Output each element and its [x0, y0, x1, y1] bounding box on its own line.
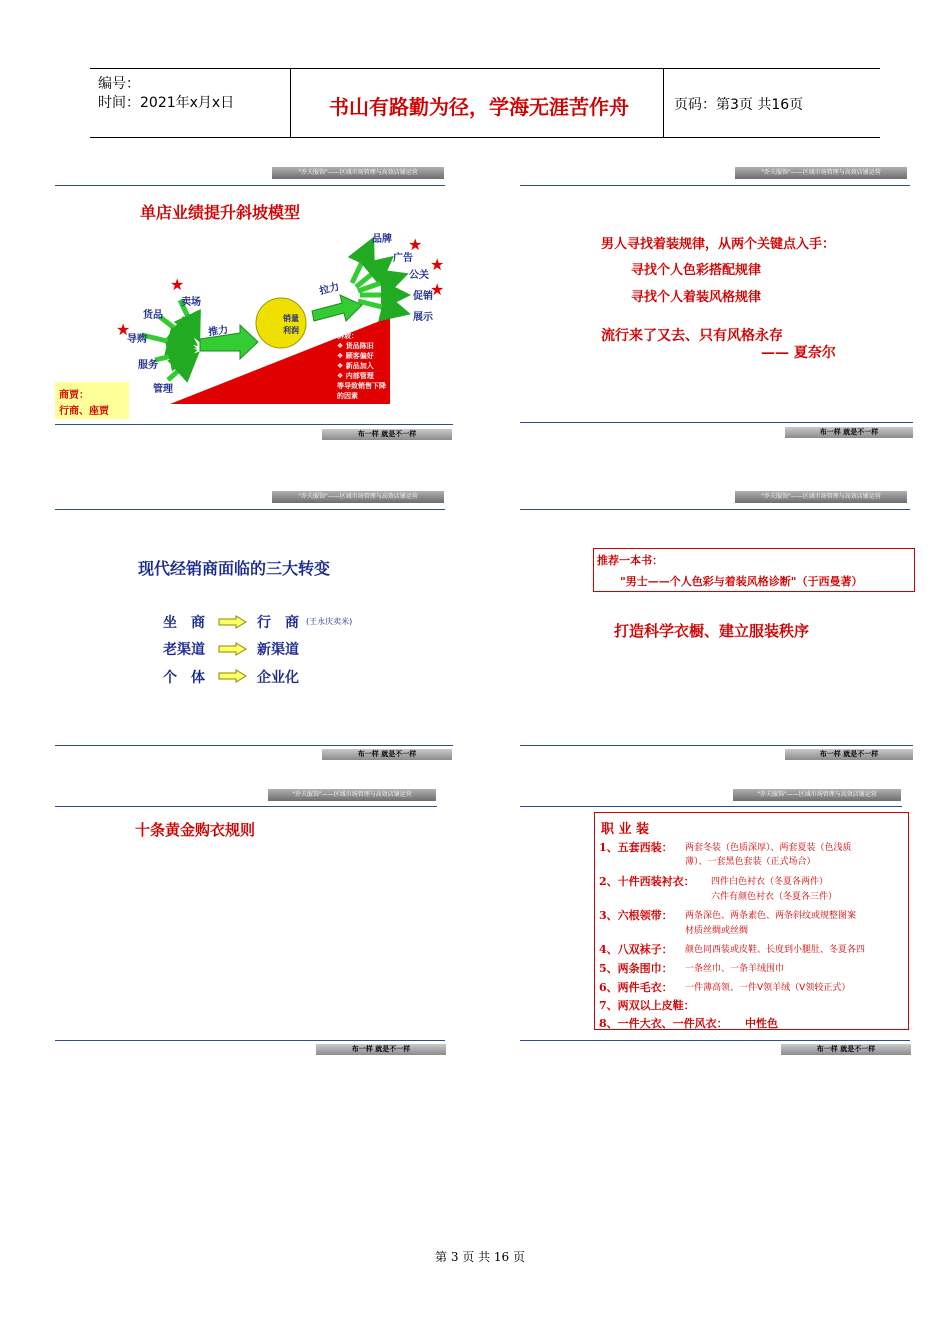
- slide-footer: 布一样 就是不一样: [322, 429, 452, 440]
- item-detail: 六件有颜色衬衣（冬夏各三件）: [711, 892, 838, 902]
- left-label-guide: 导购: [127, 334, 147, 345]
- header-divider: [290, 69, 291, 137]
- time-label: 时间：2021年x月x日: [98, 95, 235, 111]
- circle-text: [266, 313, 316, 337]
- merchant-title: 商贾：: [59, 390, 89, 401]
- shift-to: 企业化: [257, 670, 299, 686]
- slide2-heading: 男人寻找着装规律，从两个关键点入手：: [601, 237, 836, 252]
- slide-title: 十条黄金购衣规则: [135, 821, 256, 839]
- book-recommendation-box: [593, 548, 915, 592]
- slide-bottom-rule: [55, 1040, 445, 1041]
- item-detail: 材质丝绸或丝绸: [685, 926, 749, 936]
- slope-tail: 等导致销售下降的因素: [337, 382, 386, 400]
- star-icon: ★: [408, 235, 423, 254]
- push-label: 推力: [207, 324, 229, 339]
- slide-bottom-rule: [55, 424, 453, 425]
- shift-note: (王永庆卖米): [306, 617, 353, 626]
- slide-top-rule: [55, 509, 445, 510]
- slide-title: 单店业绩提升斜坡模型: [140, 203, 301, 222]
- arrow-icon: [218, 615, 248, 629]
- slide-footer: 布一样 就是不一样: [785, 427, 913, 438]
- slide-banner: "乔夫服饰"——区域市场管理与高效店铺运营: [268, 789, 436, 801]
- slope-item: ❖ 新品加入: [337, 362, 374, 370]
- item-label: 5、两条围巾：: [599, 962, 673, 975]
- slide-footer: 布一样 就是不一样: [316, 1044, 446, 1055]
- number-label: 编号：: [98, 76, 140, 92]
- slide2-author: —— 夏奈尔: [761, 345, 836, 361]
- circle-line-profit: 利润: [283, 326, 299, 335]
- right-label-brand: 品牌: [372, 234, 392, 245]
- item-label: 2、十件西装衬衣：: [599, 875, 695, 888]
- slide-title: 现代经销商面临的三大转变: [138, 559, 331, 578]
- slide-banner: "乔夫服饰"——区域市场管理与高效店铺运营: [272, 167, 444, 179]
- shift-from: 坐 商: [163, 615, 205, 631]
- slide-banner: "乔夫服饰"——区域市场管理与高效店铺运营: [735, 491, 907, 503]
- item-detail: 四件白色衬衣（冬夏各两件）: [711, 877, 829, 887]
- right-label-pr: 公关: [409, 270, 429, 281]
- slide-top-rule: [55, 806, 437, 807]
- left-label-goods: 货品: [143, 310, 163, 321]
- left-label-service: 服务: [138, 360, 158, 371]
- shift-to: 新渠道: [257, 642, 299, 658]
- left-label-venue: 卖场: [181, 297, 201, 308]
- item-label: 8、一件大衣、一件风衣：: [599, 1017, 728, 1030]
- slide-top-rule: [520, 185, 910, 186]
- merchant-box: [55, 382, 129, 419]
- slide-footer: 布一样 就是不一样: [322, 749, 452, 760]
- pull-label: 拉力: [318, 281, 341, 298]
- item-detail: 颜色同西装或皮鞋、长度到小腿肚、冬夏各四: [685, 945, 866, 955]
- item-label: 6、两件毛衣：: [599, 981, 673, 994]
- right-label-promo: 促销: [413, 291, 433, 302]
- item-label: 1、五套西装：: [599, 841, 673, 854]
- star-icon: ★: [170, 275, 185, 294]
- header-motto: 书山有路勤为径，学海无涯苦作舟: [329, 95, 629, 119]
- item-detail: 一件薄高领、一件V领羊绒（V领较正式）: [685, 983, 851, 993]
- slope-factors: [337, 331, 389, 401]
- shift-from: 老渠道: [163, 642, 205, 658]
- slide-top-rule: [520, 509, 910, 510]
- shift-from: 个 体: [163, 670, 205, 686]
- item-detail: 一条丝巾、一条羊绒围巾: [685, 964, 785, 974]
- right-label-ads: 广告: [393, 253, 413, 264]
- arrow-icon: [218, 642, 248, 656]
- rec-label: 推荐一本书：: [597, 554, 663, 567]
- document-header: [90, 68, 880, 138]
- slide4-slogan: 打造科学衣橱、建立服装秩序: [614, 622, 810, 640]
- item-label: 4、八双袜子：: [599, 943, 673, 956]
- circle-line-sales: 销量: [283, 314, 299, 323]
- slide-bottom-rule: [55, 745, 453, 746]
- slide-bottom-rule: [520, 422, 913, 423]
- page-info: 页码：第3页 共16页: [674, 97, 804, 113]
- slope-item: ❖ 内部管理: [337, 372, 374, 380]
- slide-banner: "乔夫服饰"——区域市场管理与高效店铺运营: [733, 789, 901, 801]
- item-label: 3、六根领带：: [599, 909, 673, 922]
- merchant-text: 行商、座贾: [59, 406, 109, 417]
- slide-footer: 布一样 就是不一样: [781, 1044, 911, 1055]
- slide-banner: "乔夫服饰"——区域市场管理与高效店铺运营: [735, 167, 907, 179]
- slide-top-rule: [520, 806, 902, 807]
- left-label-management: 管理: [153, 384, 173, 395]
- business-wear-title: 职 业 装: [601, 822, 650, 837]
- item-detail: 薄）、一套黑色套装（正式场合）: [685, 857, 816, 867]
- slide2-quote: 流行来了又去、只有风格永存: [601, 328, 783, 344]
- item-label: 7、两双以上皮鞋：: [599, 999, 695, 1012]
- slide2-point-2: 寻找个人着装风格规律: [631, 290, 762, 305]
- rec-book: "男士——个人色彩与着装风格诊断"（于西曼著）: [620, 575, 863, 588]
- slide-footer: 布一样 就是不一样: [785, 749, 913, 760]
- star-icon: ★: [116, 320, 131, 339]
- pull-arrow: [312, 295, 362, 321]
- slide-bottom-rule: [520, 745, 913, 746]
- slope-item: ❖ 顾客偏好: [337, 352, 374, 360]
- star-icon: ★: [430, 280, 445, 299]
- item-detail: 两套冬装（色质深厚）、两套夏装（色浅质: [685, 843, 852, 853]
- arrow-icon: [218, 669, 248, 683]
- slide-top-rule: [55, 185, 445, 186]
- item-detail: 中性色: [745, 1017, 778, 1030]
- right-label-display: 展示: [413, 312, 433, 323]
- slide-bottom-rule: [520, 1040, 910, 1041]
- business-wear-box: [594, 812, 909, 1030]
- star-icon: ★: [430, 255, 445, 274]
- slope-item: ❖ 货品陈旧: [337, 342, 374, 350]
- slide-banner: "乔夫服饰"——区域市场管理与高效店铺运营: [272, 491, 444, 503]
- shift-to: 行 商: [257, 615, 299, 631]
- page-footer: 第 3 页 共 16 页: [435, 1250, 525, 1264]
- slide2-point-1: 寻找个人色彩搭配规律: [631, 263, 762, 278]
- slope-title: 斜坡：: [337, 332, 358, 340]
- item-detail: 两条深色、两条素色、两条斜纹或规整图案: [685, 911, 857, 921]
